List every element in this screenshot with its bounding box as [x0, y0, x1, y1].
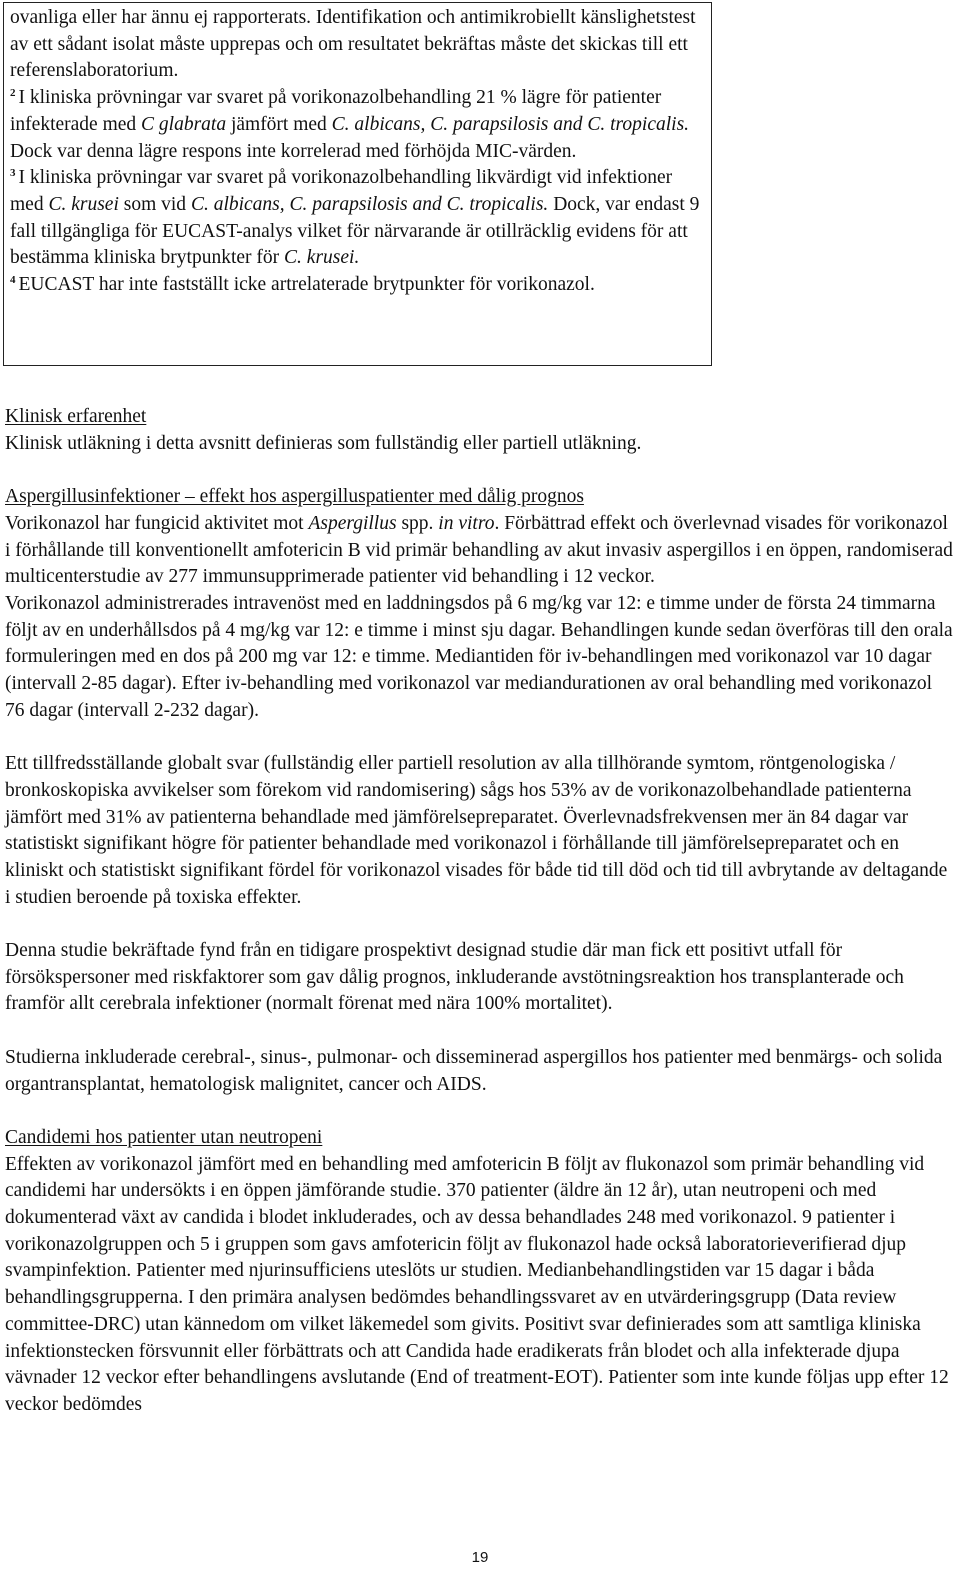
footnote-box [3, 2, 712, 366]
aspergillus-paragraph-3: Ett tillfredsställande globalt svar (fullständig eller partiell resolution av alla tillhörande symtom, röntgenologiska / bronkoskopiska avvikelser som förekom vid randomisering) sågs hos 53% av de vorikonazolbehandlade patienterna jämfört med 31% av patienterna behandlade med jämförelsepreparatet. Överlevnadsfrekvensen mer än 84 dagar var statistiskt signifikant högre för patienter behandlade med vorikonazol i förhållande till jämförelsepreparatet och en kliniskt och statistiskt signifikant fördel för vorikonazol visades för både tid till död och tid till avbrytande av deltagande i studien beroende på toxiska effekter. [5, 753, 948, 908]
section-heading-klinisk: Klinisk erfarenhet [5, 406, 147, 427]
aspergillus-paragraph-1: Vorikonazol har fungicid aktivitet mot Aspergillus spp. in vitro. Förbättrad effekt och överlevnad visades för vorikonazol i förhållande till konventionellt amfotericin B vid primär behandling av akut invasiv aspergillos i en öppen, randomiserad multicenterstudie av 277 immunsupprimerade patienter vid behandling i 12 veckor. [5, 512, 953, 588]
aspergillus-paragraph-4: Denna studie bekräftade fynd från en tidigare prospektivt designad studie där man fick ett positivt utfall för försökspersoner med riskfaktorer som gav dålig prognos, inkluderande avstötningsreaktion hos transplanterade och framför allt cerebrala infektioner (normalt förenat med nära 100% mortalitet). [5, 940, 904, 1015]
footnote-2-marker: 2 [10, 87, 16, 100]
main-content [5, 404, 953, 1419]
page-number: 19 [471, 1549, 489, 1566]
footnote-3: $^3$ I kliniska prövningar var svaret på vorikonazolbehandling likvärdigt vid infektioner med C. krusei som vid C. albicans, C. parapsilosis and C. tropicalis. Dock, var endast 9 fall tillgängliga för EUCAST-analys vilket för närvarande är otillräcklig evidens för att bestämma kliniska brytpunkter för C. krusei. [10, 167, 700, 269]
aspergillus-paragraph-5: Studierna inkluderade cerebral-, sinus-, pulmonar- och disseminerad aspergillos hos patienter med benmärgs- och solida organtransplantat, hematologisk malignitet, cancer och AIDS. [5, 1046, 943, 1095]
footnote-1-continuation: ovanliga eller har ännu ej rapporterats. Identifikation och antimikrobiellt känslighetstest av ett sådant isolat måste upprepas och om resultatet bekräftas måste det skickas till ett referenslaboratorium. [10, 7, 696, 82]
footnote-4: $^4$ EUCAST har inte fastställt icke artrelaterade brytpunkter för vorikonazol. [10, 274, 595, 296]
footnote-4-marker: 4 [10, 274, 16, 287]
candidemi-paragraph: Effekten av vorikonazol jämfört med en behandling med amfotericin B följt av flukonazol som primär behandling vid candidemi har undersökts i en öppen jämförande studie. 370 patienter (äldre än 12 år), utan neutropeni och med dokumenterad växt av candida i blodet inkluderades, och av dessa behandlades 248 med vorikonazol. 9 patienter i vorikonazolgruppen och 5 i gruppen som gavs amfotericin följt av flukonazol hade också laboratorieverifierad djup svampinfektion. Patienter med njurinsufficiens uteslöts ur studien. Medianbehandlingstiden var 15 dagar i båda behandlingsgrupperna. I den primära analysen bedömdes behandlingssvaret av en utvärderingsgrupp (Data review committee-DRC) utan kännedom om vilket läkemedel som givits. Positivt svar definierades som att samtliga kliniska infektionstecken försvunnit eller förbättrats och att Candida hade eradikerats från blodet och alla infekterade djupa vävnader 12 veckor efter behandlingens avslutande (End of treatment-EOT). Patienter som inte kunde följas upp efter 12 veckor bedömdes [5, 1153, 949, 1415]
footnote-3-marker: 3 [10, 167, 16, 180]
section-heading-aspergillus: Aspergillusinfektioner – effekt hos aspergilluspatienter med dålig prognos [5, 486, 584, 508]
aspergillus-paragraph-2: Vorikonazol administrerades intravenöst med en laddningsdos på 6 mg/kg var 12: e timme under de första 24 timmarna följt av en underhållsdos på 4 mg/kg var 12: e timme i minst sju dagar. Behandlingen kunde sedan överföras till den orala formuleringen med en dos på 200 mg var 12: e timme. Mediantiden för iv-behandlingen med vorikonazol var 10 dagar (intervall 2-85 dagar). Efter iv-behandling med vorikonazol var mediandurationen av oral behandling med vorikonazol 76 dagar (intervall 2-232 dagar). [5, 592, 953, 721]
klinisk-text: Klinisk utläkning i detta avsnitt definieras som fullständig eller partiell utläkning. [5, 432, 642, 454]
section-heading-candidemi: Candidemi hos patienter utan neutropeni [5, 1126, 323, 1148]
footnote-2: $^2$ I kliniska prövningar var svaret på vorikonazolbehandling 21 % lägre för patienter infekterade med C glabrata jämfört med C. albicans, C. parapsilosis and C. tropicalis. Dock var denna lägre respons inte korrelerad med förhöjda MIC-värden. [10, 87, 690, 162]
